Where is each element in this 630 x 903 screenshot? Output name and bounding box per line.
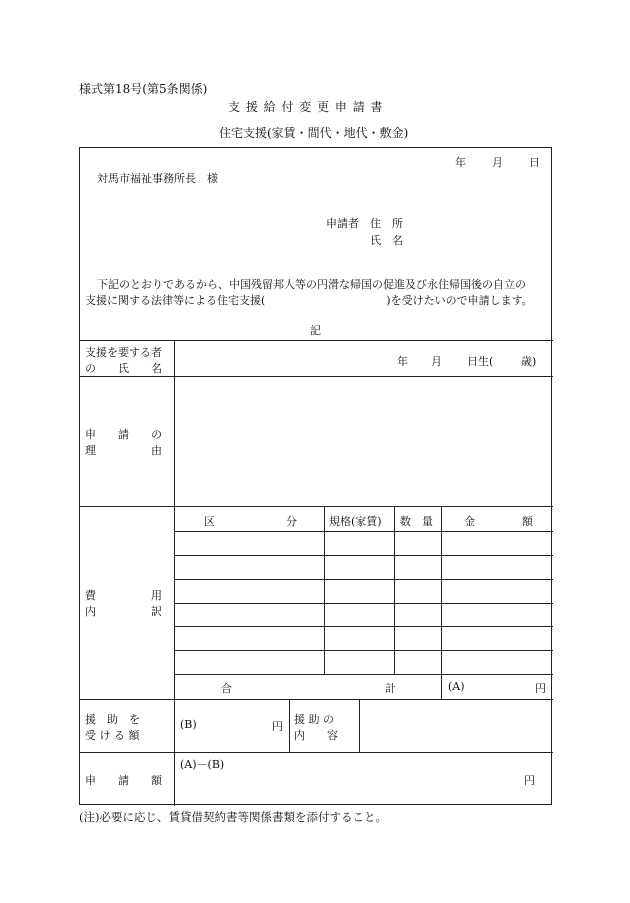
date-day: 日 — [529, 156, 540, 169]
col-kingaku-b: 額 — [522, 515, 533, 528]
content-label-2: 内 容 — [294, 729, 338, 742]
form-title: 支 援 給 付 変 更 申 請 書 — [228, 100, 384, 114]
cost-label-1: 費 用 — [85, 589, 162, 602]
total-yen: 円 — [535, 682, 546, 695]
form-subtitle: 住宅支援(家賃・間代・地代・敷金) — [219, 126, 409, 140]
col-kingaku-a: 金 — [464, 515, 475, 528]
body-line-2: 支援に関する法律等による住宅支援( )を受けたいので申請します。 — [85, 294, 533, 307]
reason-label-1: 申 請 の — [85, 428, 162, 441]
form-number: 様式第18号(第5条関係) — [79, 82, 208, 96]
cost-label-2: 内 訳 — [85, 605, 162, 618]
form-frame — [79, 147, 552, 805]
date-year: 年 — [455, 156, 466, 169]
birth-age: 歳) — [521, 355, 537, 368]
address-label: 住 所 — [370, 217, 403, 230]
receive-label-1: 援 助 を — [85, 713, 140, 726]
receive-label-2: 受 け る 額 — [85, 729, 140, 742]
content-label-1: 援 助 の — [294, 713, 334, 726]
body-line-1: 下記のとおりであるから、中国残留邦人等の円滑な帰国の促進及び永住帰国後の自立の — [97, 278, 526, 291]
addressee: 対馬市福祉事務所長 様 — [97, 172, 218, 185]
date-month: 月 — [492, 156, 503, 169]
applicant-label: 申請者 — [326, 217, 359, 230]
col-suryo: 数 量 — [400, 515, 433, 528]
reason-label-2: 理 由 — [85, 444, 162, 457]
birth-month: 月 — [431, 355, 442, 368]
request-formula: (A)－(B) — [180, 758, 225, 771]
col-kubun-a: 区 — [204, 515, 215, 528]
total-a: 合 — [221, 682, 232, 695]
total-A: (A) — [448, 680, 465, 693]
person-label-2: の 氏 名 — [85, 362, 162, 375]
request-yen: 円 — [524, 774, 535, 787]
col-kikaku: 規格(家賃) — [329, 515, 382, 528]
receive-B: (B) — [180, 718, 197, 731]
footer-note: (注)必要に応じ、賃貸借契約書等関係書類を添付すること。 — [79, 810, 387, 824]
name-label: 氏 名 — [370, 234, 403, 247]
total-b: 計 — [385, 682, 396, 695]
person-label-1: 支援を要する者 — [85, 346, 162, 359]
birth-year: 年 — [397, 355, 408, 368]
birth-day: 日生( — [467, 355, 494, 368]
request-label: 申 請 額 — [85, 774, 162, 787]
col-kubun-b: 分 — [286, 515, 297, 528]
receive-yen: 円 — [272, 720, 283, 733]
ki-label: 記 — [310, 324, 321, 337]
